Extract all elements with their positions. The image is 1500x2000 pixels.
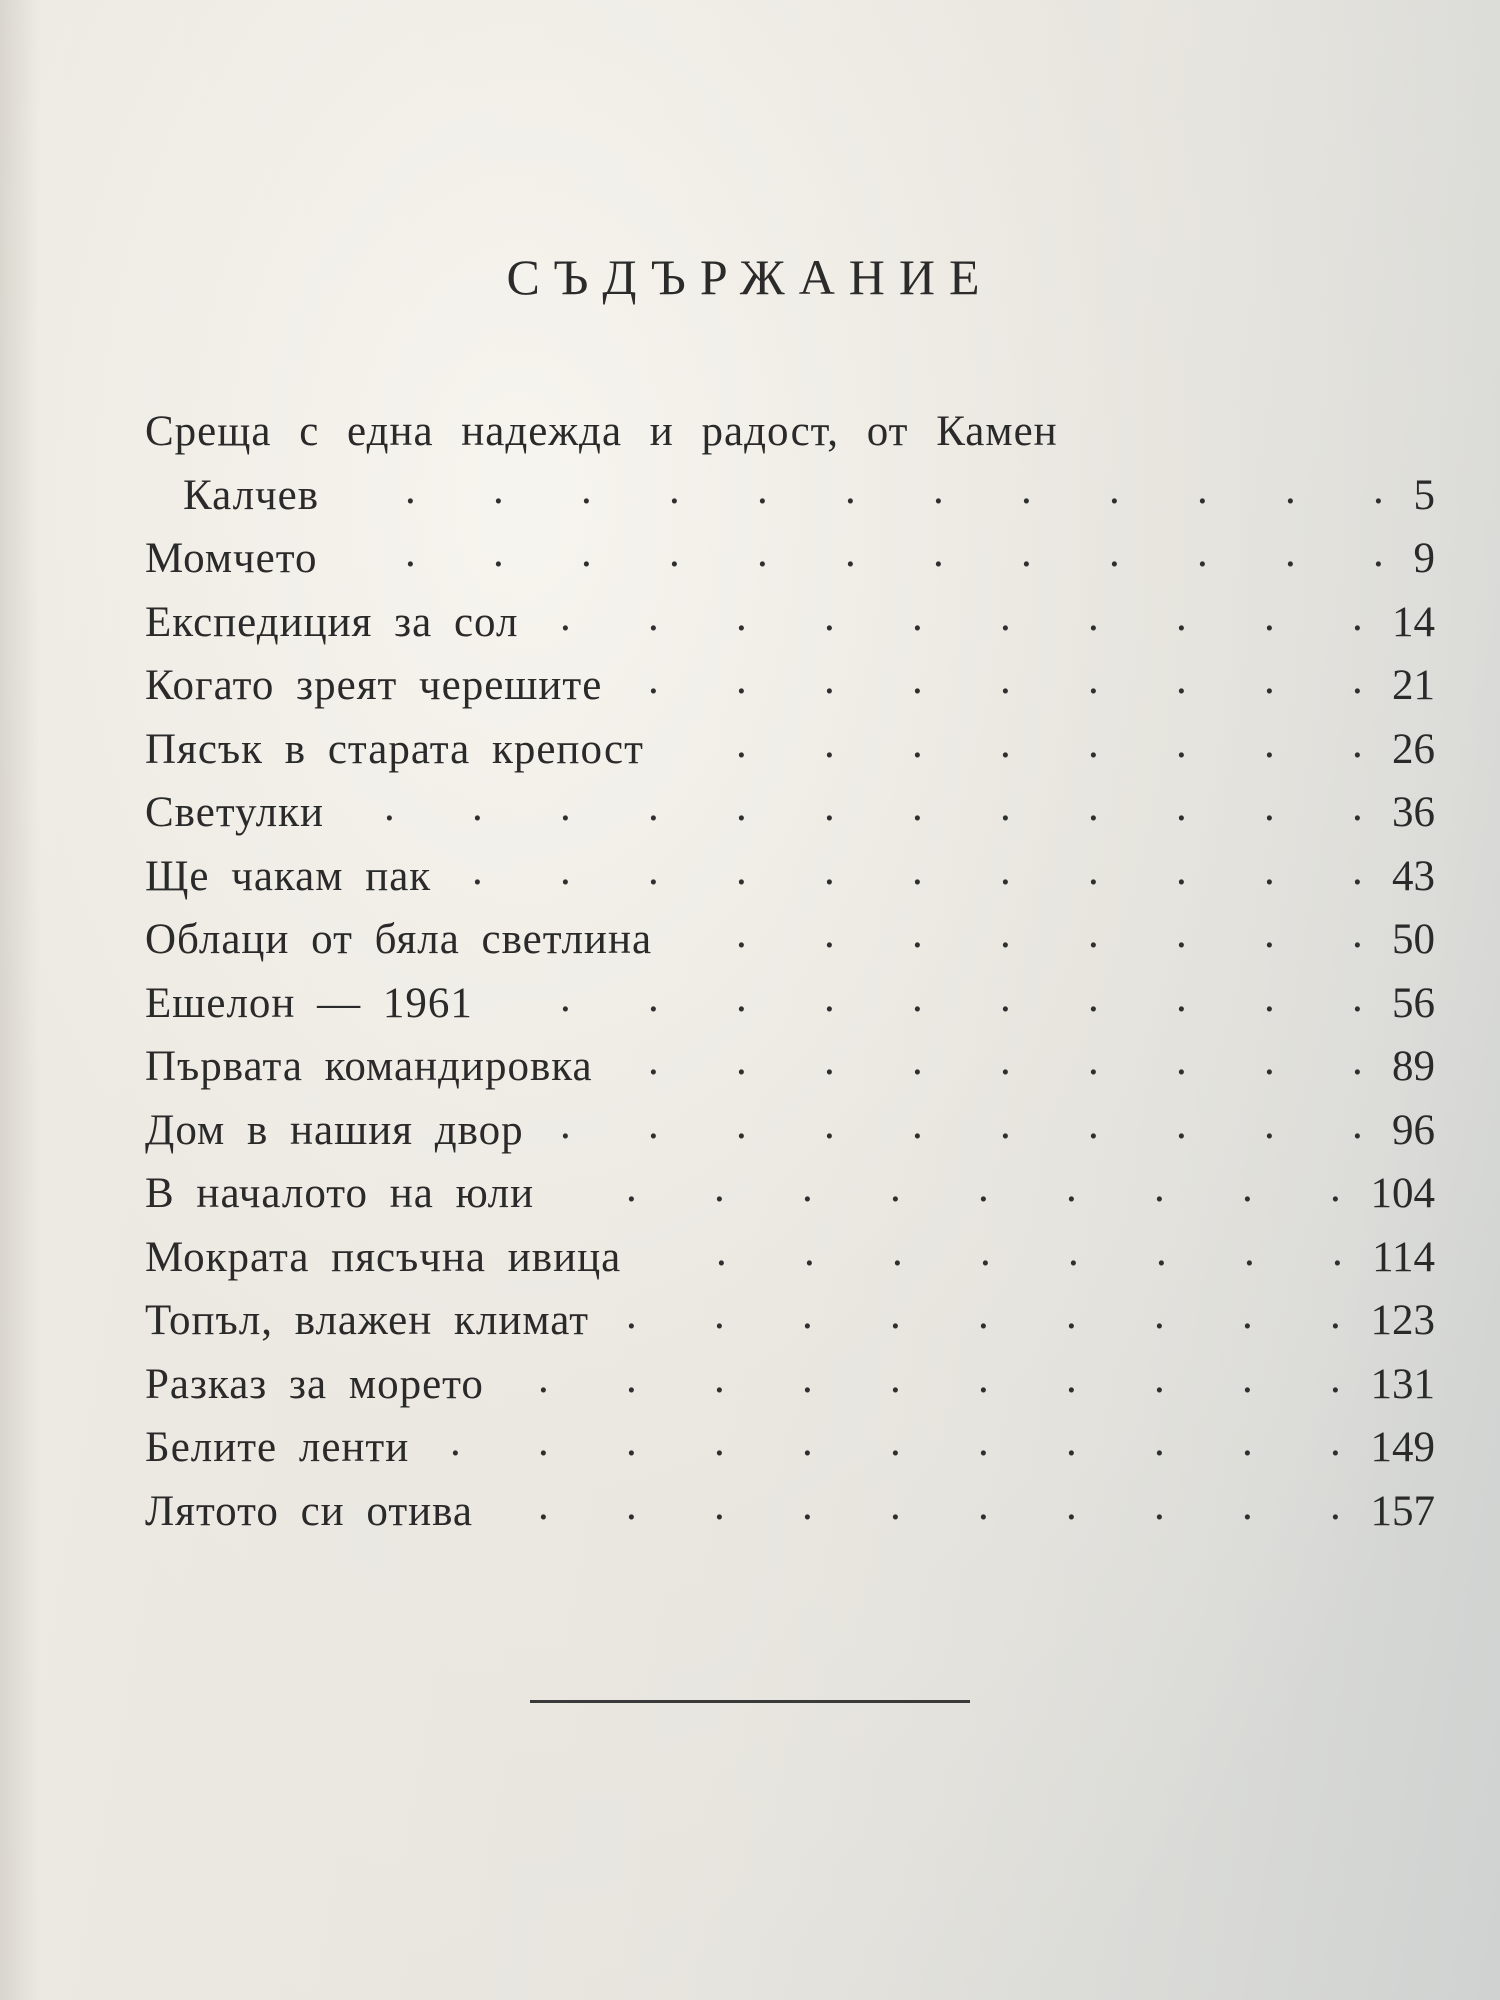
leader-dot: . [1352, 783, 1363, 830]
leader-dot: . [1244, 1227, 1255, 1275]
toc-entry-page: 14 [1392, 598, 1435, 646]
leader-dot: . [1264, 656, 1275, 703]
toc-entry-page: 36 [1392, 789, 1435, 836]
toc-entry [145, 1162, 1435, 1226]
toc-entry [145, 845, 1435, 909]
leader-dot: . [1176, 910, 1187, 957]
leader-dot: . [1176, 1100, 1187, 1148]
toc-entry [145, 1226, 1435, 1290]
toc-entry-title: Първата командировка [145, 1043, 593, 1090]
leader-dot: . [714, 1164, 725, 1211]
leader-dot: . [912, 783, 923, 830]
leader-dot: . [757, 529, 768, 576]
leader-dot: . [1088, 973, 1099, 1021]
leader-dot: . [648, 656, 659, 703]
leader-dot: . [1088, 656, 1099, 703]
leader-dot: . [1000, 592, 1011, 640]
leader-dot: . [736, 783, 747, 830]
leader-dot: . [824, 910, 835, 957]
toc-entry [145, 781, 1435, 845]
leader-dot: . [384, 783, 395, 830]
toc-entry [145, 464, 1435, 528]
leader-dot: . [1109, 465, 1120, 513]
leader-dot: . [1264, 846, 1275, 894]
leader-dot: . [560, 783, 571, 830]
toc-entry-title: Калчев [183, 471, 320, 519]
leader-dot: . [714, 1291, 725, 1338]
toc-entry-title: Мократа пясъчна ивица [145, 1233, 622, 1281]
leader-dot: . [472, 783, 483, 830]
leader-dot: . [493, 529, 504, 576]
leader-dot: . [1330, 1164, 1341, 1211]
leader-dot: . [560, 1100, 571, 1148]
toc-entry-page: 131 [1370, 1360, 1435, 1408]
leader-dot: . [980, 1227, 991, 1275]
leader-dot: . [1352, 592, 1363, 640]
toc-entry-title: Топъл, влажен климат [145, 1297, 590, 1344]
toc-entry-page: 5 [1413, 471, 1435, 519]
toc-entry-page: 50 [1392, 916, 1435, 963]
leader-dot: . [1285, 529, 1296, 576]
leader-dot: . [1156, 1227, 1167, 1275]
leader-dot: . [626, 1164, 637, 1211]
leader-dot: . [560, 973, 571, 1021]
leader-dot: . [912, 910, 923, 957]
toc-entry-title: Експедиция за сол [145, 598, 519, 646]
toc-entry-title: В началото на юли [145, 1170, 535, 1217]
leader-dot: . [1332, 1227, 1343, 1275]
leader-dot: . [538, 1481, 549, 1529]
toc-entry-page: 26 [1392, 725, 1435, 773]
toc-entry-title: Лятото си отива [145, 1487, 473, 1535]
leader-dot: . [538, 1418, 549, 1465]
leader-dot: . [933, 529, 944, 576]
leader-dot: . [824, 1037, 835, 1084]
leader-dot: . [1352, 1037, 1363, 1084]
leader-dot: . [1330, 1481, 1341, 1529]
toc-entry-page: 123 [1370, 1297, 1435, 1344]
leader-dot: . [1330, 1418, 1341, 1465]
toc-entry-title: Белите ленти [145, 1424, 410, 1471]
leader-dot: . [912, 656, 923, 703]
leader-dot: . [845, 465, 856, 513]
leader-dot: . [1154, 1291, 1165, 1338]
leader-dot: . [1352, 719, 1363, 767]
leader-dot: . [978, 1291, 989, 1338]
leader-dot: . [1176, 973, 1187, 1021]
leader-dot: . [1197, 465, 1208, 513]
leader-dot: . [626, 1481, 637, 1529]
leader-dot: . [560, 846, 571, 894]
leader-dot: . [450, 1418, 461, 1465]
toc-entry-page: 114 [1372, 1233, 1435, 1281]
leader-dot: . [581, 465, 592, 513]
leader-dot: . [1021, 465, 1032, 513]
toc-entry-page: 96 [1392, 1106, 1435, 1154]
leader-dot: . [824, 592, 835, 640]
toc-entry-page: 149 [1370, 1424, 1435, 1471]
toc-entry-title: Среща с една надежда и радост, от Камен [145, 408, 1058, 455]
leader-dot: . [845, 529, 856, 576]
leader-dot: . [890, 1481, 901, 1529]
page-title: СЪДЪРЖАНИЕ [506, 249, 994, 305]
toc-entry-page: 157 [1370, 1487, 1435, 1535]
leader-dot: . [493, 465, 504, 513]
leader-dot: . [405, 465, 416, 513]
leader-dot: . [890, 1354, 901, 1402]
table-of-contents [145, 400, 1435, 1543]
leader-dot: . [912, 846, 923, 894]
leader-dot: . [1088, 1037, 1099, 1084]
leader-dot: . [912, 719, 923, 767]
leader-dot: . [1352, 656, 1363, 703]
leader-dot: . [560, 592, 571, 640]
leader-dot: . [933, 465, 944, 513]
closing-rule [530, 1700, 970, 1703]
leader-dot: . [648, 846, 659, 894]
leader-dot: . [1154, 1354, 1165, 1402]
toc-entry [145, 400, 1435, 464]
leader-dot: . [1088, 846, 1099, 894]
leader-dot: . [736, 719, 747, 767]
leader-dot: . [1000, 910, 1011, 957]
leader-dot: . [648, 973, 659, 1021]
leader-dot: . [802, 1418, 813, 1465]
toc-entry-title: Светулки [145, 789, 325, 836]
toc-entry [145, 1353, 1435, 1417]
toc-entry [145, 591, 1435, 655]
leader-dot: . [802, 1481, 813, 1529]
leader-dot: . [824, 719, 835, 767]
leader-dot: . [1088, 1100, 1099, 1148]
leader-dot: . [824, 656, 835, 703]
leader-dot: . [1176, 783, 1187, 830]
toc-entry-title: Ешелон — 1961 [145, 979, 473, 1027]
leader-dot: . [1197, 529, 1208, 576]
leader-dot: . [1373, 529, 1384, 576]
leader-dot: . [1000, 1037, 1011, 1084]
leader-dot: . [1330, 1291, 1341, 1338]
leader-dot: . [824, 783, 835, 830]
leader-dot: . [1242, 1481, 1253, 1529]
toc-entry [145, 972, 1435, 1036]
toc-entry [145, 1035, 1435, 1099]
leader-dot: . [736, 846, 747, 894]
leader-dot: . [1242, 1418, 1253, 1465]
leader-dot: . [1176, 846, 1187, 894]
toc-entry-title: Разказ за морето [145, 1360, 484, 1408]
leader-dot: . [1088, 592, 1099, 640]
leader-dot: . [1176, 1037, 1187, 1084]
leader-dot: . [1242, 1291, 1253, 1338]
toc-entry-page: 104 [1370, 1170, 1435, 1217]
leader-dot: . [1000, 1100, 1011, 1148]
toc-entry [145, 1289, 1435, 1353]
leader-dot: . [1154, 1164, 1165, 1211]
leader-dot: . [714, 1418, 725, 1465]
leader-dot: . [1088, 910, 1099, 957]
toc-entry-page: 56 [1392, 979, 1435, 1027]
leader-dot: . [714, 1481, 725, 1529]
leader-dot: . [714, 1354, 725, 1402]
leader-dot: . [1264, 1037, 1275, 1084]
leader-dot: . [804, 1227, 815, 1275]
leader-dot: . [626, 1354, 637, 1402]
leader-dot: . [824, 1100, 835, 1148]
leader-dot: . [802, 1354, 813, 1402]
leader-dot: . [1000, 846, 1011, 894]
leader-dot: . [736, 592, 747, 640]
leader-dot: . [736, 656, 747, 703]
leader-dot: . [978, 1418, 989, 1465]
leader-dot: . [1066, 1418, 1077, 1465]
leader-dot: . [736, 973, 747, 1021]
leader-dot: . [1285, 465, 1296, 513]
leader-dot: . [890, 1291, 901, 1338]
leader-dot: . [890, 1418, 901, 1465]
leader-dot: . [1242, 1164, 1253, 1211]
leader-dot: . [1242, 1354, 1253, 1402]
leader-dot: . [648, 592, 659, 640]
leader-dot: . [1264, 1100, 1275, 1148]
leader-dot: . [824, 846, 835, 894]
leader-dot: . [757, 465, 768, 513]
leader-dot: . [1176, 656, 1187, 703]
leader-dot: . [1000, 719, 1011, 767]
toc-entry [145, 654, 1435, 718]
leader-dot: . [1088, 719, 1099, 767]
toc-entry-page: 43 [1392, 852, 1435, 900]
leader-dot: . [1066, 1354, 1077, 1402]
leader-dot: . [1264, 973, 1275, 1021]
leader-dot: . [1154, 1481, 1165, 1529]
leader-dot: . [1352, 973, 1363, 1021]
toc-entry-title: Облаци от бяла светлина [145, 916, 653, 963]
leader-dot: . [912, 973, 923, 1021]
leader-dot: . [1109, 529, 1120, 576]
leader-dot: . [1021, 529, 1032, 576]
toc-entry [145, 1099, 1435, 1163]
toc-entry-title: Когато зреят черешите [145, 662, 603, 709]
leader-dot: . [1000, 973, 1011, 1021]
leader-dot: . [824, 973, 835, 1021]
leader-dot: . [669, 529, 680, 576]
leader-dot: . [1264, 783, 1275, 830]
leader-dot: . [626, 1291, 637, 1338]
leader-dot: . [1066, 1164, 1077, 1211]
leader-dot: . [802, 1164, 813, 1211]
toc-entry [145, 527, 1435, 591]
toc-entry-title: Момчето [145, 535, 318, 582]
leader-dot: . [538, 1354, 549, 1402]
leader-dot: . [648, 1037, 659, 1084]
toc-entry [145, 1416, 1435, 1480]
leader-dot: . [1066, 1481, 1077, 1529]
leader-dot: . [1088, 783, 1099, 830]
leader-dot: . [736, 1037, 747, 1084]
leader-dot: . [736, 910, 747, 957]
toc-entry [145, 908, 1435, 972]
leader-dot: . [669, 465, 680, 513]
toc-entry [145, 718, 1435, 782]
leader-dot: . [472, 846, 483, 894]
toc-entry-page: 89 [1392, 1043, 1435, 1090]
leader-dot: . [1066, 1291, 1077, 1338]
leader-dot: . [1000, 656, 1011, 703]
leader-dot: . [1068, 1227, 1079, 1275]
leader-dot: . [1352, 910, 1363, 957]
toc-entry-title: Дом в нашия двор [145, 1106, 524, 1154]
toc-entry [145, 1480, 1435, 1544]
leader-dot: . [1330, 1354, 1341, 1402]
leader-dot: . [978, 1354, 989, 1402]
leader-dot: . [1264, 719, 1275, 767]
leader-dot: . [912, 1100, 923, 1148]
leader-dot: . [1264, 910, 1275, 957]
leader-dot: . [1264, 592, 1275, 640]
leader-dot: . [581, 529, 592, 576]
leader-dot: . [892, 1227, 903, 1275]
toc-entry-title: Ще чакам пак [145, 852, 432, 900]
leader-dot: . [1176, 592, 1187, 640]
leader-dot: . [978, 1481, 989, 1529]
leader-dot: . [648, 1100, 659, 1148]
leader-dot: . [405, 529, 416, 576]
leader-dot: . [802, 1291, 813, 1338]
toc-entry-page: 9 [1413, 535, 1435, 582]
leader-dot: . [890, 1164, 901, 1211]
leader-dot: . [648, 783, 659, 830]
toc-entry-page: 21 [1392, 662, 1435, 709]
leader-dot: . [1352, 1100, 1363, 1148]
leader-dot: . [1154, 1418, 1165, 1465]
leader-dot: . [1000, 783, 1011, 830]
leader-dot: . [912, 1037, 923, 1084]
leader-dot: . [978, 1164, 989, 1211]
leader-dot: . [1373, 465, 1384, 513]
leader-dot: . [912, 592, 923, 640]
leader-dot: . [1176, 719, 1187, 767]
leader-dot: . [716, 1227, 727, 1275]
toc-entry-title: Пясък в старата крепост [145, 725, 644, 773]
leader-dot: . [1352, 846, 1363, 894]
leader-dot: . [736, 1100, 747, 1148]
leader-dot: . [626, 1418, 637, 1465]
